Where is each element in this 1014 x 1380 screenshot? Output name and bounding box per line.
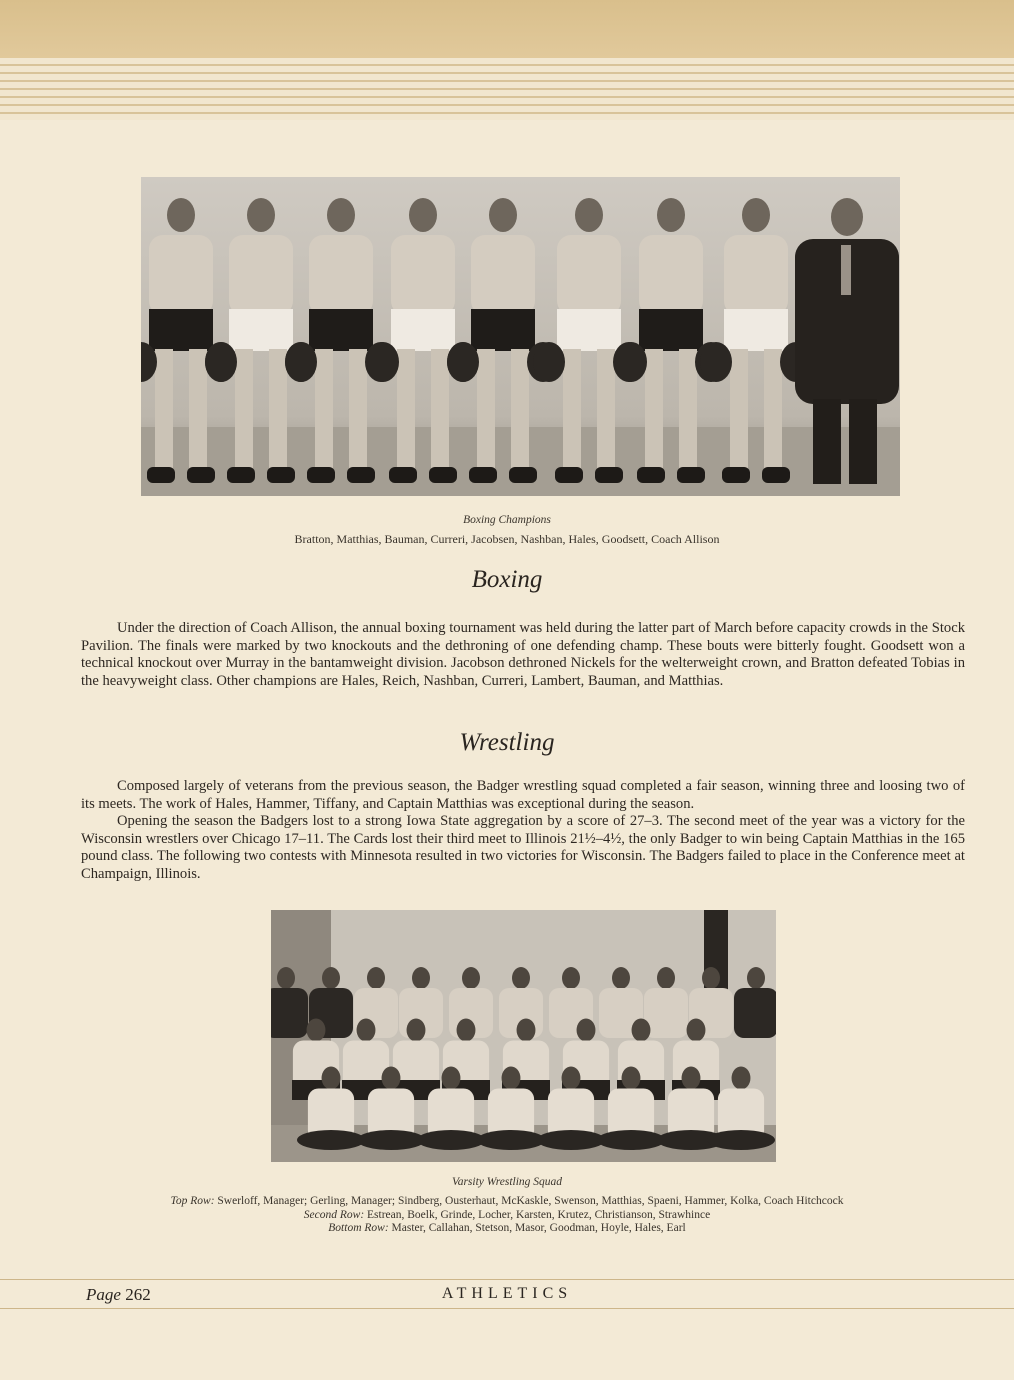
bottom-row-label: Bottom Row: bbox=[328, 1222, 389, 1234]
page-label: Page bbox=[86, 1285, 121, 1304]
roster-second-row bbox=[0, 1209, 1014, 1223]
footer-rule-top bbox=[0, 1279, 1014, 1280]
boxing-heading: Boxing bbox=[471, 566, 543, 593]
page-number-value: 262 bbox=[125, 1285, 151, 1304]
top-row-label: Top Row: bbox=[170, 1195, 215, 1207]
roster-bottom-row bbox=[0, 1222, 1014, 1236]
second-row-names: Estrean, Boelk, Grinde, Locher, Karsten, Krutez, Christianson, Strawhince bbox=[367, 1208, 711, 1221]
varsity-wrestling-squad-photo bbox=[271, 910, 776, 1162]
section-title: ATHLETICS bbox=[441, 1285, 573, 1302]
boxing-caption-names: Bratton, Matthias, Bauman, Curreri, Jacobsen, Nashban, Hales, Goodsett, Coach Allison bbox=[294, 532, 720, 546]
wrestling-caption-title: Varsity Wrestling Squad bbox=[451, 1176, 563, 1188]
header-rules bbox=[0, 58, 1014, 120]
boxing-champions-photo bbox=[141, 177, 900, 496]
wrestling-paragraphs bbox=[81, 778, 965, 884]
wrestling-heading: Wrestling bbox=[459, 729, 555, 756]
wrestling-roster bbox=[0, 1195, 1014, 1236]
roster-top-row bbox=[0, 1195, 1014, 1209]
top-row-names: Swerloff, Manager; Gerling, Manager; Sindberg, Ousterhaut, McKaskle, Swenson, Matthias, Spaeni, Hammer, Kolka, Coach Hitchcock bbox=[217, 1195, 844, 1207]
footer-rule-bottom bbox=[0, 1308, 1014, 1309]
bottom-row-names: Master, Callahan, Stetson, Masor, Goodman, Hoyle, Hales, Earl bbox=[391, 1222, 686, 1234]
second-row-label: Second Row: bbox=[303, 1208, 365, 1221]
wrestling-paragraph-2: Opening the season the Badgers lost to a strong Iowa State aggregation by a score of 27–3. The second meet of the year was a victory for the Wisconsin wrestlers over Chicago 17–11. The Cards lost their third meet to Illinois 21½–4½, the only Badger to win being Captain Matthias in the 165 pound class. The following two contests with Minnesota resulted in two victories for Wisconsin. The Badgers failed to place in the Conference meet at Champaign, Illinois. bbox=[81, 813, 965, 882]
boxing-paragraph-text: Under the direction of Coach Allison, the annual boxing tournament was held during the latter part of March before capacity crowds in the Stock Pavilion. The finals were marked by two knockouts and the dethroning of one defending champ. These bouts were bitterly fought. Goodsett won a technical knockout over Murray in the bantamweight division. Jacobson dethroned Nickels for the welterweight crown, and Bratton defeated Tobias in the heavyweight class. Other champions are Hales, Reich, Nashban, Curreri, Lambert, Bauman, and Matthias. bbox=[81, 620, 965, 689]
wrestling-paragraph-1: Composed largely of veterans from the previous season, the Badger wrestling squad completed a fair season, winning three and loosing two of its meets. The work of Hales, Hammer, Tiffany, and Captain Matthias was exceptional during the season. bbox=[81, 778, 965, 812]
header-band bbox=[0, 0, 1014, 58]
boxing-paragraph bbox=[81, 620, 965, 690]
boxing-caption-title: Boxing Champions bbox=[463, 514, 551, 526]
